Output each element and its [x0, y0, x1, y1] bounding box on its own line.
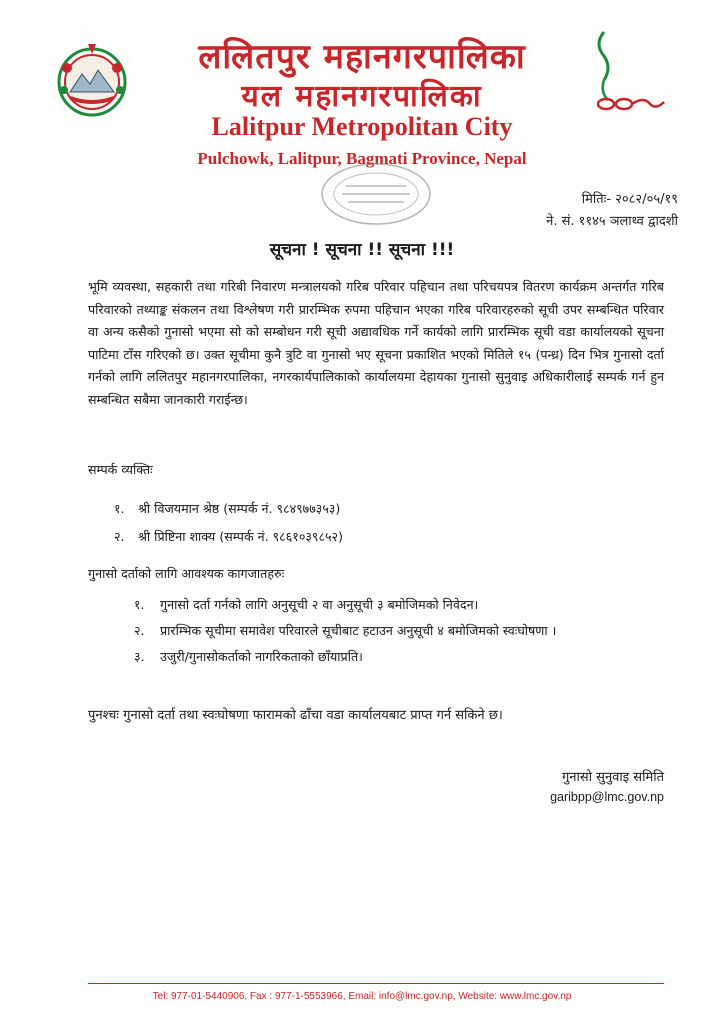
header-name-english: Lalitpur Metropolitan City: [211, 112, 513, 141]
list-item-number: १.: [134, 596, 145, 612]
header-address: Pulchowk, Lalitpur, Bagmati Province, Nepal: [197, 149, 527, 168]
list-item: [114, 494, 343, 522]
documents-label: गुनासो दर्ताको लागि आवश्यक कागजातहरुः: [88, 566, 285, 581]
list-item-text: श्री विजयमान श्रेष्ठ (सम्पर्क नं. ९८४९७७३५३): [138, 500, 341, 516]
list-item: [134, 643, 556, 669]
list-item: [134, 591, 556, 617]
header-name-nepali: ललितपुर महानगरपालिका: [198, 37, 526, 77]
notice-body: भूमि व्यवस्था, सहकारी तथा गरिबी निवारण मन्त्रालयको गरिब परिवार पहिचान तथा परिचयपत्र वितरण कार्यक्रम अन्तर्गत गरिब परिवारको तथ्याङ्क संकलन तथा विश्लेषण गरी प्रारम्भिक रुपमा पहिचान भएका गरिब परिवारहरुको सूची उपर सम्बन्धित परिवार वा अन्य कसैको गुनासो भएमा सो को सम्बोधन गरी सूची अद्यावधिक गर्ने कार्यको लागि प्रारम्भिक सूची वडा कार्यालयको सूचना पाटिमा टाँस गरिएको छ। उक्त सूचीमा कुनै त्रुटि वा गुनासो भए सूचना प्रकाशित भएको मितिले १५ (पन्ध्र) दिन भित्र गुनासो दर्ता गर्नको लागि ललितपुर महानगरपालिका, नगरकार्यपालिकाको कार्यालयमा देहायका गुनासो सुनुवाइ अधिकारीलाई सम्पर्क गर्न हुन सम्बन्धित सबैमा जानकारी गराईन्छ।: [88, 279, 664, 407]
list-item: [134, 617, 556, 643]
list-item-text: श्री प्रिष्टिना शाक्य (सम्पर्क नं. ९८६१०३९८५२): [138, 528, 344, 544]
list-item-number: २.: [114, 528, 125, 544]
office-stamp-icon: [318, 160, 434, 228]
list-item-text: प्रारम्भिक सूचीमा समावेश परिवारले सूचीबाट हटाउन अनुसूची ४ बमोजिमको स्वःघोषणा ।: [160, 622, 557, 638]
footer-divider: [88, 983, 664, 984]
list-item: [114, 522, 343, 550]
header-name-nepal-bhasa: यल महानगरपालिका: [241, 79, 483, 114]
footer-contact: Tel: 977-01-5440906, Fax : 977-1-5553966, Email: info@lmc.gov.np, Website: www.lmc.gov.np: [152, 991, 572, 1002]
date-line: मितिः- २०८२/०५/१९: [581, 192, 678, 207]
notice-title: सूचना ! सूचना !! सूचना !!!: [269, 240, 455, 260]
documents-list: [134, 591, 556, 669]
list-item-text: उजुरी/गुनासोकर्ताको नागरिकताको छाँयाप्रति।: [160, 648, 363, 664]
list-item-text: गुनासो दर्ता गर्नको लागि अनुसूची २ वा अनुसूची ३ बमोजिमको निवेदन।: [160, 596, 479, 612]
list-item-number: ३.: [134, 648, 145, 664]
contacts-list: [114, 494, 343, 550]
list-item-number: २.: [134, 622, 145, 638]
nepal-sambat-date-line: ने. सं. ११४५ ञलाथ्व द्वादशी: [546, 214, 678, 229]
signature-email: garibpp@lmc.gov.np: [550, 790, 664, 804]
postscript: पुनश्चः गुनासो दर्ता तथा स्वःघोषणा फारामको ढाँचा वडा कार्यालयबाट प्राप्त गर्न सकिने छ।: [88, 708, 503, 723]
list-item-number: १.: [114, 500, 125, 516]
signature-name: गुनासो सुनुवाइ समिति: [561, 770, 664, 785]
contacts-label: सम्पर्क व्यक्तिः: [88, 462, 153, 477]
